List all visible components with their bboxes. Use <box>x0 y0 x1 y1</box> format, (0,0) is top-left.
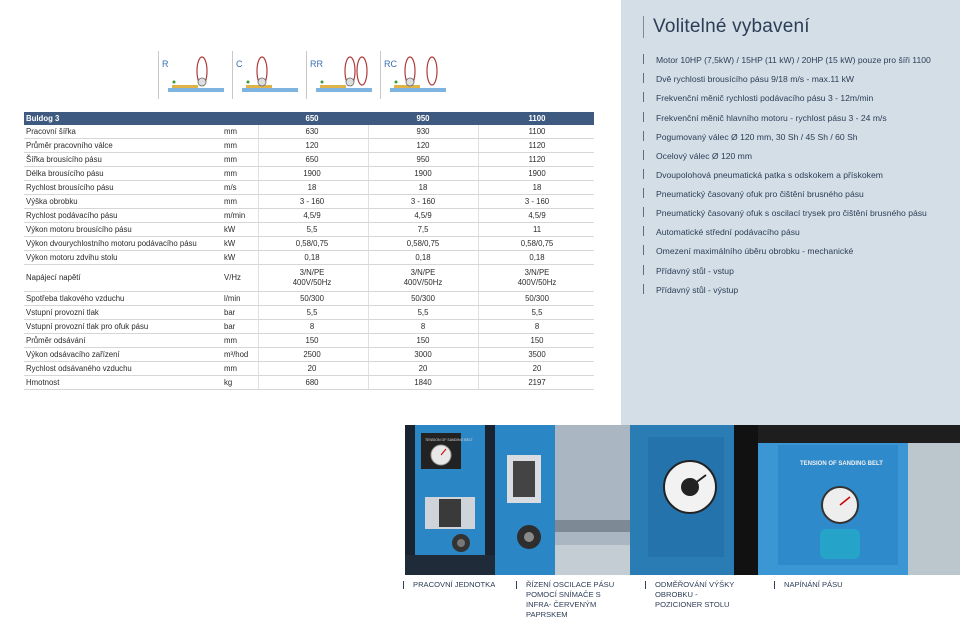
option-item-label: Automatické střední podávacího pásu <box>656 227 800 237</box>
table-row <box>24 125 594 139</box>
row-value: 3 - 160 <box>410 197 436 206</box>
list-bullet <box>643 131 644 141</box>
caption-bullet <box>645 581 646 589</box>
column-divider <box>368 376 369 389</box>
row-value: 11 <box>532 225 542 234</box>
row-label: Výkon odsávacího zařízení <box>26 350 120 359</box>
column-divider <box>478 320 479 333</box>
row-value: 4,5/9 <box>414 211 432 220</box>
option-item-label: Přídavný stůl - výstup <box>656 285 739 295</box>
row-unit: mm <box>224 197 237 206</box>
row-unit: mm <box>224 169 237 178</box>
column-divider <box>368 195 369 208</box>
row-value: 8 <box>534 322 540 331</box>
row-value: 930 <box>416 127 430 136</box>
row-value: 1120 <box>528 155 546 164</box>
list-bullet <box>643 73 644 83</box>
row-unit: m/min <box>224 211 246 220</box>
row-value <box>370 268 476 288</box>
column-divider <box>368 167 369 180</box>
row-label: Rychlost brousícího pásu <box>26 183 114 192</box>
table-row <box>24 139 594 153</box>
caption-text: ODMĚŘOVÁNÍ VÝŠKY OBROBKU - POZICIONER STOLU <box>655 580 735 609</box>
row-value: 0,58/0,75 <box>520 239 554 248</box>
row-label: Výkon motoru brousícího pásu <box>26 225 132 234</box>
caption-text: NAPÍNÁNÍ PÁSU <box>784 580 843 589</box>
row-value: 8 <box>420 322 426 331</box>
row-value: 50/300 <box>300 294 324 303</box>
column-divider <box>478 348 479 361</box>
row-label: Výška obrobku <box>26 197 78 206</box>
row-value: 1900 <box>414 169 432 178</box>
belt-oscillation-illustration <box>495 425 630 575</box>
option-item-label: Pneumatický časovaný ofuk pro čištění brusného pásu <box>656 189 864 199</box>
column-divider <box>478 209 479 222</box>
row-unit: kg <box>224 378 233 387</box>
row-value: 50/300 <box>525 294 549 303</box>
row-value <box>480 268 594 288</box>
list-bullet <box>643 265 644 275</box>
row-value: 4,5/9 <box>303 211 321 220</box>
column-divider <box>368 362 369 375</box>
row-value: 120 <box>416 141 430 150</box>
table-row <box>24 153 594 167</box>
row-value: 5,5 <box>306 225 318 234</box>
row-label: Hmotnost <box>26 378 60 387</box>
row-value: 8 <box>309 322 315 331</box>
row-unit: mm <box>224 127 237 136</box>
column-divider <box>258 153 259 166</box>
option-item <box>643 131 858 142</box>
column-divider <box>368 334 369 347</box>
row-unit: kW <box>224 225 236 234</box>
column-divider <box>368 237 369 250</box>
row-value: 150 <box>416 336 430 345</box>
variant-c <box>232 51 304 95</box>
option-item-label: Motor 10HP (7,5kW) / 15HP (11 kW) / 20HP (15 kW) pouze pro šíři 1100 <box>656 55 931 65</box>
option-item <box>643 112 887 123</box>
panel-label: TENSION OF SANDING BELT <box>800 461 883 467</box>
option-item-label: Dvoupolohová pneumatická patka s odskokem a přískokem <box>656 170 883 180</box>
column-divider <box>368 265 369 291</box>
list-bullet <box>643 226 644 236</box>
row-value: 5,5 <box>306 308 318 317</box>
row-label: Napájecí napětí <box>26 273 81 282</box>
row-label: Buldog 3 <box>26 114 60 123</box>
column-divider <box>258 181 259 194</box>
option-item <box>643 169 883 180</box>
row-unit: mm <box>224 155 237 164</box>
column-divider <box>478 376 479 389</box>
row-unit: mm <box>224 364 237 373</box>
photo-height-measuring <box>630 425 758 575</box>
column-divider <box>478 125 479 138</box>
table-row <box>24 306 594 320</box>
row-value: 0,58/0,75 <box>406 239 440 248</box>
variant-rr <box>306 51 378 95</box>
row-value: 950 <box>416 155 430 164</box>
belt-tension-illustration <box>758 425 960 575</box>
column-divider <box>478 167 479 180</box>
option-item-label: Frekvenční měnič hlavního motoru - rychlost pásu 3 - 24 m/s <box>656 113 887 123</box>
table-row <box>24 209 594 223</box>
caption-bullet <box>403 581 404 589</box>
column-divider <box>368 320 369 333</box>
row-unit: kW <box>224 239 236 248</box>
option-item <box>643 188 864 199</box>
column-divider <box>258 320 259 333</box>
column-divider <box>478 292 479 305</box>
value-line: 3/N/PE <box>410 268 436 277</box>
row-label: Vstupní provozní tlak pro ofuk pásu <box>26 322 149 331</box>
row-label: Šířka brousícího pásu <box>26 155 102 164</box>
row-value: 0,18 <box>304 253 320 262</box>
row-value: 1120 <box>528 141 546 150</box>
row-value: 18 <box>532 183 542 192</box>
row-unit: mm <box>224 336 237 345</box>
column-divider <box>478 139 479 152</box>
option-item-label: Pneumatický časovaný ofuk s oscilací trysek pro čištění brusného pásu <box>656 208 927 218</box>
row-value: 18 <box>418 183 428 192</box>
row-value: 5,5 <box>417 308 429 317</box>
row-value <box>260 268 364 288</box>
row-unit: bar <box>224 322 236 331</box>
column-divider <box>478 362 479 375</box>
row-label: Průměr odsávání <box>26 336 86 345</box>
row-value: 1100 <box>528 114 546 123</box>
column-divider <box>478 153 479 166</box>
column-divider <box>478 195 479 208</box>
value-line: 400V/50Hz <box>292 278 332 287</box>
column-divider <box>368 292 369 305</box>
variant-label: RR <box>310 59 323 69</box>
row-value: 1840 <box>414 378 432 387</box>
column-divider <box>478 265 479 291</box>
row-label: Průměr pracovního válce <box>26 141 113 150</box>
option-item-label: Dvě rychlosti brousícího pásu 9/18 m/s - max.11 kW <box>656 74 855 84</box>
list-bullet <box>643 92 644 102</box>
variant-rc <box>380 51 452 95</box>
row-value: 3500 <box>528 350 546 359</box>
title-accent-bar <box>643 16 644 38</box>
list-bullet <box>643 245 644 255</box>
row-value: 1900 <box>528 169 546 178</box>
variant-r <box>158 51 230 95</box>
option-item-label: Pogumovaný válec Ø 120 mm, 30 Sh / 45 Sh / 60 Sh <box>656 132 858 142</box>
row-value: 630 <box>305 127 319 136</box>
option-item <box>643 265 734 276</box>
row-value: 680 <box>305 378 319 387</box>
table-row <box>24 237 594 251</box>
column-divider <box>258 195 259 208</box>
row-label: Spotřeba tlakového vzduchu <box>26 294 125 303</box>
row-label: Výkon motoru zdvihu stolu <box>26 253 118 262</box>
option-item-label: Frekvenční měnič rychlosti podávacího pásu 3 - 12m/min <box>656 93 874 103</box>
row-value: 120 <box>305 141 319 150</box>
row-label: Rychlost podávacího pásu <box>26 211 118 220</box>
photo-caption <box>645 580 745 610</box>
row-unit: bar <box>224 308 236 317</box>
row-value: 0,18 <box>415 253 431 262</box>
photo-caption <box>516 580 628 620</box>
column-divider <box>478 251 479 264</box>
option-item <box>643 245 853 256</box>
row-label: Rychlost odsávaného vzduchu <box>26 364 132 373</box>
row-unit: m³/hod <box>224 350 249 359</box>
photo-working-unit <box>405 425 495 575</box>
column-divider <box>258 139 259 152</box>
option-item-label: Omezení maximálního úběru obrobku - mechanické <box>656 246 854 256</box>
belt-diagram-icon <box>158 51 230 99</box>
row-label: Délka brousícího pásu <box>26 169 104 178</box>
column-divider <box>368 209 369 222</box>
belt-diagram-icon <box>306 51 378 99</box>
table-row <box>24 223 594 237</box>
column-divider <box>258 334 259 347</box>
column-divider <box>368 251 369 264</box>
variant-label: R <box>162 59 169 69</box>
row-value: 20 <box>418 364 428 373</box>
option-item <box>643 92 873 103</box>
column-divider <box>368 223 369 236</box>
column-divider <box>368 181 369 194</box>
row-value: 20 <box>532 364 542 373</box>
list-bullet <box>643 169 644 179</box>
list-bullet <box>643 112 644 122</box>
row-value: 3 - 160 <box>299 197 325 206</box>
column-divider <box>258 209 259 222</box>
row-value: 650 <box>305 114 319 123</box>
caption-text: PRACOVNÍ JEDNOTKA <box>413 580 496 589</box>
column-divider <box>258 348 259 361</box>
column-divider <box>478 223 479 236</box>
option-item-label: Přídavný stůl - vstup <box>656 266 734 276</box>
option-item-label: Ocelový válec Ø 120 mm <box>656 151 752 161</box>
table-row <box>24 292 594 306</box>
row-label: Pracovní šířka <box>26 127 76 136</box>
table-row <box>24 181 594 195</box>
option-item <box>643 54 931 65</box>
option-item <box>643 73 854 84</box>
photo-belt-tension <box>758 425 960 575</box>
value-line: 3/N/PE <box>299 268 325 277</box>
list-bullet <box>643 54 644 64</box>
row-value: 4,5/9 <box>528 211 546 220</box>
row-value: 1100 <box>528 127 546 136</box>
panel-label: TENSION OF SANDING BELT <box>425 438 473 442</box>
column-divider <box>368 139 369 152</box>
table-row <box>24 376 594 390</box>
option-item <box>643 226 800 237</box>
table-header <box>24 112 594 125</box>
row-value: 3000 <box>414 350 432 359</box>
row-unit: mm <box>224 141 237 150</box>
row-value: 150 <box>305 336 319 345</box>
row-value: 0,58/0,75 <box>295 239 329 248</box>
list-bullet <box>643 188 644 198</box>
column-divider <box>258 167 259 180</box>
row-unit: l/min <box>224 294 241 303</box>
optional-equipment-title: Volitelné vybavení <box>653 16 810 37</box>
spec-table <box>24 112 594 390</box>
photo-caption <box>774 580 864 590</box>
column-divider <box>258 265 259 291</box>
column-divider <box>368 306 369 319</box>
caption-text: ŘÍZENÍ OSCILACE PÁSU POMOCÍ SNÍMAČE S INFRA- ČERVENÝM PAPRSKEM <box>526 580 615 619</box>
row-value: 950 <box>416 114 430 123</box>
row-unit: kW <box>224 253 236 262</box>
photo-belt-oscillation <box>495 425 630 575</box>
belt-diagram-icon <box>380 51 452 99</box>
table-row <box>24 167 594 181</box>
value-line: 400V/50Hz <box>517 278 557 287</box>
height-measuring-illustration <box>630 425 758 575</box>
row-value: 150 <box>530 336 544 345</box>
column-divider <box>258 362 259 375</box>
row-label: Vstupní provozní tlak <box>26 308 99 317</box>
column-divider <box>258 237 259 250</box>
table-row <box>24 251 594 265</box>
column-divider <box>478 237 479 250</box>
row-value: 18 <box>307 183 317 192</box>
column-divider <box>368 153 369 166</box>
list-bullet <box>643 207 644 217</box>
table-row-voltage <box>24 265 594 292</box>
option-item <box>643 150 752 161</box>
table-row <box>24 320 594 334</box>
caption-bullet <box>774 581 775 589</box>
working-unit-illustration <box>405 425 495 575</box>
table-row <box>24 362 594 376</box>
column-divider <box>368 125 369 138</box>
table-row <box>24 195 594 209</box>
list-bullet <box>643 284 644 294</box>
photo-caption <box>403 580 498 590</box>
row-value: 50/300 <box>411 294 435 303</box>
value-line: 400V/50Hz <box>403 278 443 287</box>
row-unit: V/Hz <box>224 273 241 282</box>
column-divider <box>478 306 479 319</box>
row-unit: m/s <box>224 183 237 192</box>
row-value: 3 - 160 <box>524 197 550 206</box>
table-row <box>24 334 594 348</box>
option-item <box>643 207 927 218</box>
row-value: 650 <box>305 155 319 164</box>
valve-knob-icon <box>820 529 860 559</box>
column-divider <box>478 181 479 194</box>
caption-bullet <box>516 581 517 589</box>
row-value: 1900 <box>303 169 321 178</box>
column-divider <box>258 223 259 236</box>
column-divider <box>258 292 259 305</box>
column-divider <box>258 306 259 319</box>
column-divider <box>258 376 259 389</box>
row-value: 0,18 <box>529 253 545 262</box>
column-divider <box>258 125 259 138</box>
option-item <box>643 284 738 295</box>
table-row <box>24 348 594 362</box>
value-line: 3/N/PE <box>524 268 550 277</box>
variant-label: C <box>236 59 243 69</box>
column-divider <box>478 334 479 347</box>
belt-diagram-icon <box>232 51 304 99</box>
row-label: Výkon dvourychlostního motoru podávacího pásu <box>26 239 197 248</box>
row-value: 7,5 <box>417 225 429 234</box>
row-value: 2500 <box>303 350 321 359</box>
row-value: 20 <box>307 364 317 373</box>
variant-label: RC <box>384 59 397 69</box>
column-divider <box>258 251 259 264</box>
column-divider <box>368 348 369 361</box>
list-bullet <box>643 150 644 160</box>
row-value: 5,5 <box>531 308 543 317</box>
row-value: 2197 <box>528 378 546 387</box>
